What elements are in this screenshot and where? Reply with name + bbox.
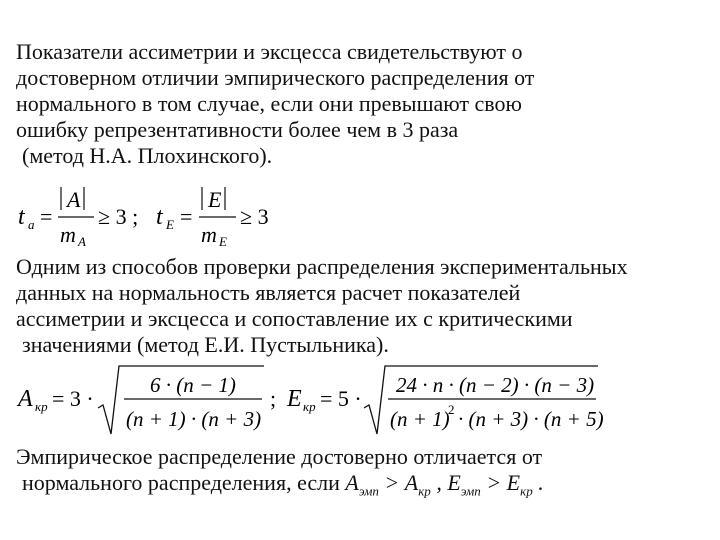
equals-five: = 5 · <box>320 386 362 411</box>
numerator-2: 24 · n · (n − 2) · (n − 3) <box>396 373 595 397</box>
A-symbol: A <box>404 470 419 495</box>
sub-emp: эмп <box>358 483 379 499</box>
comma: , <box>430 470 448 495</box>
exponent-2: 2 <box>448 402 455 417</box>
text-line: Эмпирическое распределение достоверно отличается от <box>16 444 543 469</box>
sub-emp: эмп <box>460 483 481 499</box>
text-line: нормального распределения, если <box>22 470 340 495</box>
A-symbol: A <box>345 470 359 495</box>
text-line: нормального в том случае, если они превышают свою <box>16 91 522 116</box>
gt-sign: > <box>480 470 507 495</box>
sub-a: a <box>28 217 35 232</box>
separator: ; <box>270 386 277 411</box>
text-line: значениями (метод Е.И. Пустыльника). <box>22 332 389 357</box>
ge-three-2: ≥ 3 <box>240 204 269 229</box>
equals-sign: = <box>40 204 53 229</box>
paragraph-pustylnik <box>16 254 628 358</box>
paragraph-conclusion <box>16 444 544 504</box>
paragraph-plokhinsky <box>16 39 534 169</box>
denominator-2a: (n + 1) <box>390 407 450 431</box>
text-line: данных на нормальность является расчет показателей <box>16 280 521 305</box>
sub-kr: кр <box>520 483 533 499</box>
gt-sign: > <box>378 470 405 495</box>
sub-E-2: E <box>219 234 227 248</box>
text-line: ошибку репрезентативности более чем в 3 раза <box>16 117 459 142</box>
text-line: ассиметрии и эксцесса и сопоставление их с критическими <box>16 306 573 331</box>
A-numerator: A <box>67 187 81 212</box>
sub-E: E <box>166 217 174 232</box>
E-symbol: E <box>506 470 521 495</box>
period: . <box>532 470 544 495</box>
m-denominator: m <box>60 222 76 247</box>
sub-A: A <box>78 234 86 248</box>
numerator-1: 6 · (n − 1) <box>150 373 236 397</box>
text-line: Показатели ассиметрии и эксцесса свидетельствуют о <box>16 39 523 64</box>
text-line: (метод Н.А. Плохинского). <box>22 143 273 168</box>
denominator-2b: · (n + 3) · (n + 5) <box>458 407 604 431</box>
t-symbol: t <box>18 204 25 230</box>
A-symbol: A <box>18 386 33 412</box>
text-line-with-condition <box>16 470 544 504</box>
text-line: достоверном отличии эмпирического распределения от <box>16 65 535 90</box>
t-symbol-2: t <box>156 204 163 230</box>
condition-formula <box>345 470 544 499</box>
text-line: Одним из способов проверки распределения экспериментальных <box>16 254 628 279</box>
denominator-1: (n + 1) · (n + 3) <box>126 407 262 431</box>
equals-sign-2: = <box>180 204 193 229</box>
formula-critical-values <box>14 362 614 440</box>
sub-kr: кр <box>35 399 48 414</box>
formula-t-ratio <box>14 184 284 248</box>
E-symbol: E <box>447 470 461 495</box>
sub-kr-2: кр <box>303 399 316 414</box>
m-denominator-2: m <box>201 222 217 247</box>
sub-kr: кр <box>418 483 431 499</box>
equals-three: = 3 · <box>52 386 94 411</box>
E-numerator: E <box>208 187 222 212</box>
ge-three: ≥ 3 ; <box>98 204 139 229</box>
E-symbol: E <box>287 386 302 412</box>
